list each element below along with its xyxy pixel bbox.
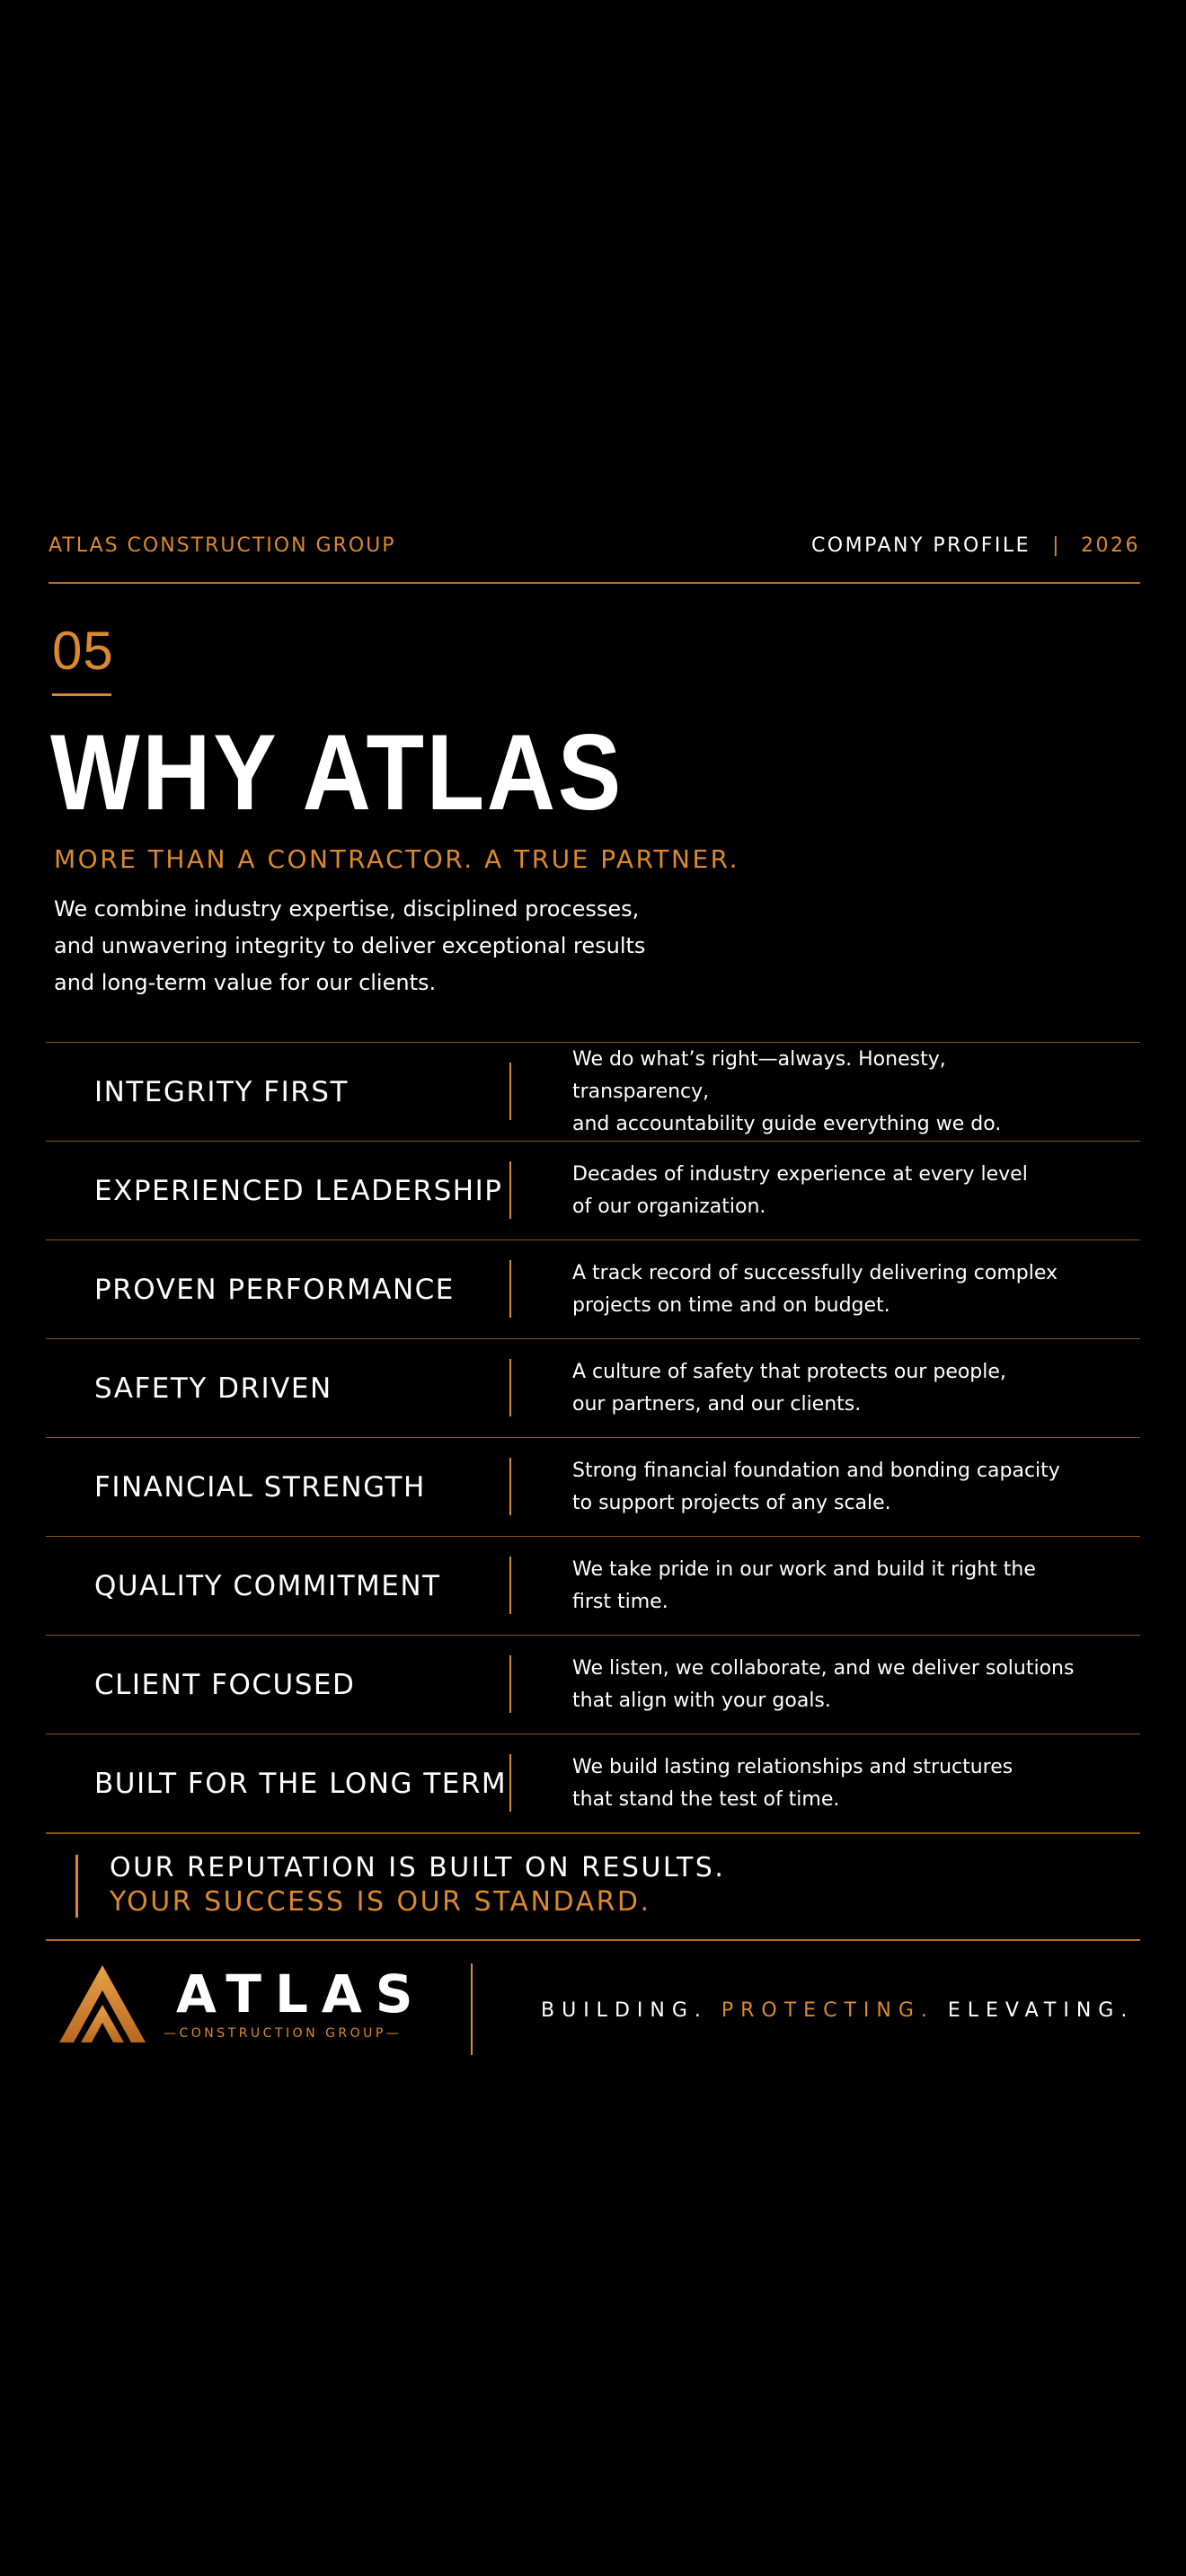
header-right	[811, 534, 1140, 557]
feature-description: We listen, we collaborate, and we deliver solutions that align with your goals.	[572, 1656, 1075, 1712]
feature-divider	[509, 1754, 511, 1812]
feature-row	[46, 1734, 1140, 1832]
feature-divider	[509, 1260, 511, 1318]
feature-row	[46, 1338, 1140, 1437]
feature-divider	[509, 1655, 511, 1713]
feature-description: A culture of safety that protects our people, our partners, and our clients.	[572, 1360, 1006, 1416]
feature-row	[46, 1635, 1140, 1734]
quote-accent-bar	[75, 1855, 78, 1918]
page-title: WHY ATLAS	[50, 712, 624, 833]
logo-subtitle: —CONSTRUCTION GROUP—	[164, 2026, 403, 2041]
header-separator: |	[1052, 534, 1061, 557]
feature-description: We do what’s right—always. Honesty, transparency, and accountability guide everything we do.	[572, 1047, 1002, 1135]
feature-divider	[509, 1063, 511, 1120]
feature-description: We take pride in our work and build it right the first time.	[572, 1557, 1036, 1613]
intro-paragraph: We combine industry expertise, disciplined processes, and unwavering integrity to deliver exceptional results and long-term value for our clients.	[54, 896, 646, 995]
feature-divider	[509, 1359, 511, 1416]
section-number-underline	[52, 693, 111, 696]
tagline-building: BUILDING.	[541, 1999, 708, 2022]
feature-description: A track record of successfully delivering complex projects on time and on budget.	[572, 1261, 1058, 1317]
feature-description: We build lasting relationships and structures that stand the test of time.	[572, 1755, 1013, 1811]
feature-row	[46, 1141, 1140, 1239]
section-number: 05	[52, 621, 114, 681]
feature-description: Decades of industry experience at every level of our organization.	[572, 1162, 1028, 1218]
logo-wordmark: ATLAS	[176, 1963, 427, 2025]
tagline	[541, 1999, 1134, 2022]
feature-description: Strong financial foundation and bonding capacity to support projects of any scale.	[572, 1459, 1060, 1514]
feature-name: EXPERIENCED LEADERSHIP	[94, 1174, 503, 1207]
quote-line-1: OUR REPUTATION IS BUILT ON RESULTS.	[110, 1852, 726, 1883]
feature-name: INTEGRITY FIRST	[94, 1075, 349, 1108]
feature-name: QUALITY COMMITMENT	[94, 1569, 441, 1602]
doc-type: COMPANY PROFILE	[810, 534, 1031, 557]
features-list	[46, 1042, 1140, 1834]
header-rule	[49, 582, 1140, 584]
quote-line-2: YOUR SUCCESS IS OUR STANDARD.	[110, 1886, 651, 1918]
feature-row	[46, 1042, 1140, 1141]
doc-year: 2026	[1081, 534, 1140, 557]
features-bottom-rule	[46, 1832, 1140, 1834]
feature-row	[46, 1536, 1140, 1635]
feature-name: CLIENT FOCUSED	[94, 1668, 356, 1701]
feature-row	[46, 1239, 1140, 1338]
header-bar	[49, 530, 1140, 560]
feature-name: FINANCIAL STRENGTH	[94, 1470, 426, 1504]
feature-divider	[509, 1161, 511, 1219]
footer-rule	[46, 1939, 1140, 1941]
tagline-protecting: PROTECTING.	[721, 1999, 934, 2022]
footer-divider	[471, 1963, 473, 2055]
feature-divider	[509, 1557, 511, 1614]
feature-name: PROVEN PERFORMANCE	[94, 1273, 455, 1306]
feature-name: SAFETY DRIVEN	[94, 1372, 332, 1405]
page-subtitle: MORE THAN A CONTRACTOR. A TRUE PARTNER.	[54, 844, 739, 874]
brand-name: ATLAS CONSTRUCTION GROUP	[49, 534, 396, 557]
feature-row	[46, 1437, 1140, 1536]
mountain-chevron-icon	[59, 1965, 146, 2042]
feature-divider	[509, 1458, 511, 1515]
tagline-elevating: ELEVATING.	[947, 1999, 1135, 2022]
feature-name: BUILT FOR THE LONG TERM	[94, 1767, 508, 1800]
